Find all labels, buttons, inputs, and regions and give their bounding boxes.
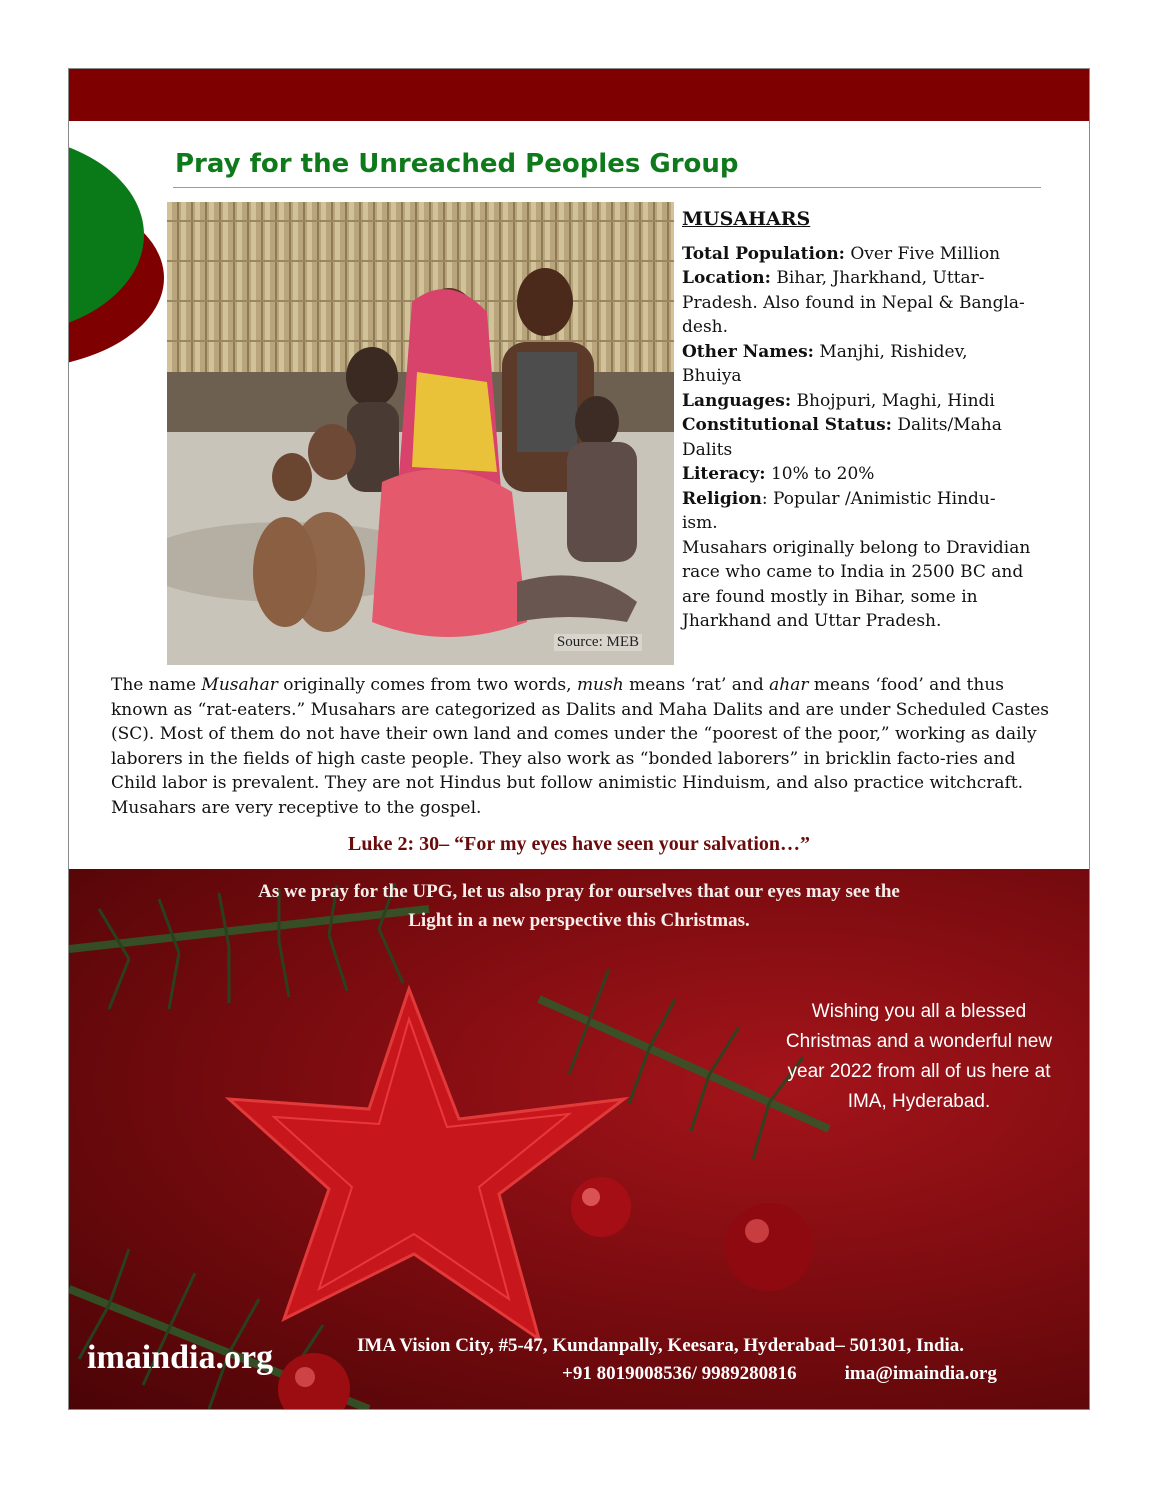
postal-address: IMA Vision City, #5-47, Kundanpally, Keesara, Hyderabad– 501301, India.: [357, 1335, 965, 1356]
christmas-illustration: [69, 869, 1089, 1410]
fact-origin: are found mostly in Bihar, some in: [682, 586, 978, 607]
scripture-verse: Luke 2: 30– “For my eyes have seen your salvation…”: [347, 833, 811, 855]
prayer-message: As we pray for the UPG, let us also pray for ourselves that our eyes may see the Light in a new perspective this Christmas.: [258, 881, 900, 931]
heading-divider: [173, 187, 1041, 188]
fact-status: Constitutional Status: Dalits/Maha: [682, 415, 1002, 435]
fact-literacy: Literacy: 10% to 20%: [682, 464, 875, 484]
fact-other-names-cont: Bhuiya: [682, 366, 742, 386]
people-group-name: MUSAHARS: [682, 208, 811, 230]
fact-status-cont: Dalits: [682, 439, 733, 460]
fact-origin: Jharkhand and Uttar Pradesh.: [682, 611, 942, 631]
fact-location-cont: desh.: [682, 317, 729, 337]
musahar-family-photo: [167, 202, 674, 665]
fact-religion-cont: ism.: [682, 513, 718, 533]
christmas-greeting: Wishing you all a blessed Christmas and a wonderful new year 2022 from all of us here at IMA, Hyderabad.: [785, 1001, 1053, 1112]
fact-origin: race who came to India in 2500 BC and: [682, 562, 1024, 582]
email-link[interactable]: ima@imaindia.org: [844, 1363, 997, 1384]
fact-origin: Musahars originally belong to Dravidian: [682, 537, 1031, 558]
fact-population: Total Population: Over Five Million: [682, 243, 1001, 264]
people-group-facts: [682, 207, 1042, 634]
fact-languages: Languages: Bhojpuri, Maghi, Hindi: [682, 390, 995, 411]
description-paragraph: The name Musahar originally comes from two words, mush means ‘rat’ and ahar means ‘food’ and thus known as “rat-eaters.” Musahars are categorized as Dalits and Maha Dalits and are under Scheduled Castes (SC). Most of them do not have their own land and comes under the “poorest of the poor,” working as daily laborers in the fields of high caste people. They also work as “bonded laborers” in bricklin facto-ries and Child labor is prevalent. They are not Hindus but follow animistic Hinduism, and also practice witchcraft. Musahars are very receptive to the gospel.: [111, 675, 1050, 818]
fact-location: Location: Bihar, Jharkhand, Uttar-: [682, 268, 985, 288]
fact-religion: Religion: Popular /Animistic Hindu-: [682, 488, 996, 509]
fact-location-cont: Pradesh. Also found in Nepal & Bangla-: [682, 292, 1025, 313]
page-heading: Pray for the Unreached Peoples Group: [175, 149, 739, 179]
newsletter-page: [68, 68, 1090, 1410]
photo-credit: Source: MEB: [554, 634, 642, 651]
phone-numbers: +91 8019008536/ 9989280816: [562, 1363, 797, 1384]
christmas-banner: [69, 869, 1089, 1410]
contact-info: [562, 1363, 997, 1385]
top-color-band: [69, 69, 1089, 121]
fact-other-names: Other Names: Manjhi, Rishidev,: [682, 341, 968, 362]
website-link[interactable]: imaindia.org: [87, 1339, 274, 1376]
